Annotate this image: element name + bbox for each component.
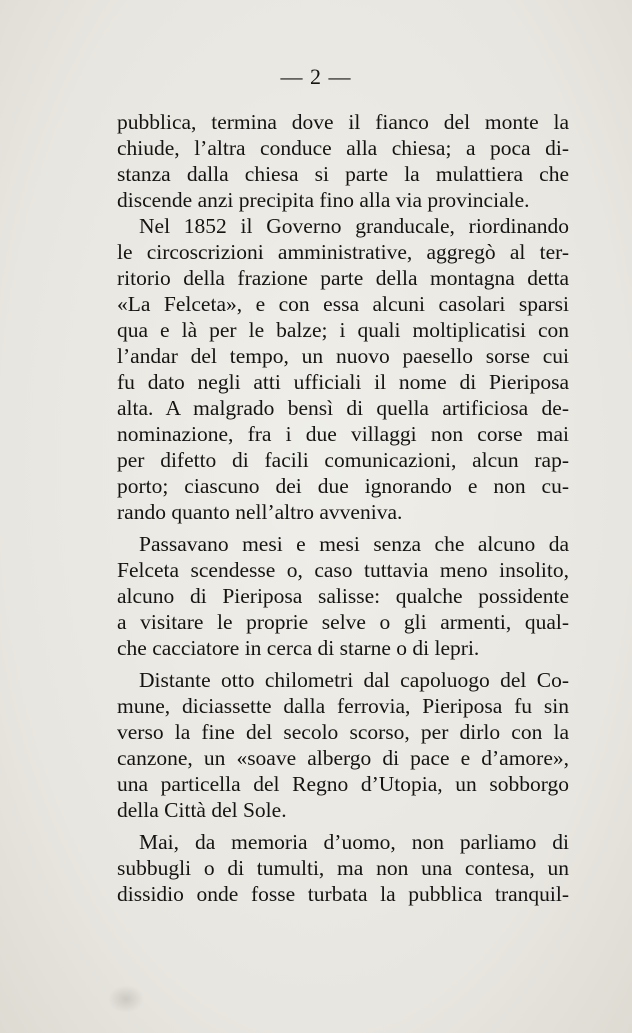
text-line: che cacciatore in cerca di starne o di lepri.	[117, 636, 480, 660]
text-line: discende anzi precipita fino alla via provinciale.	[117, 188, 530, 212]
text-line: Distante otto chilometri dal capoluogo del Co-	[139, 668, 569, 692]
text-line: alcuno di Pieriposa salisse: qualche possidente	[117, 584, 569, 608]
text-line: Nel 1852 il Governo granducale, riordinando	[139, 214, 569, 238]
text-line: mune, diciassette dalla ferrovia, Pieriposa fu sin	[117, 694, 569, 718]
paragraph-4	[117, 667, 569, 823]
text-line: Passavano mesi e mesi senza che alcuno da	[139, 532, 569, 556]
text-line: nominazione, fra i due villaggi non corse mai	[117, 422, 569, 446]
paragraph-5	[117, 829, 569, 907]
text-line: una particella del Regno d’Utopia, un sobborgo	[117, 772, 569, 796]
text-line: fu dato negli atti ufficiali il nome di Pieriposa	[117, 370, 569, 394]
text-line: verso la fine del secolo scorso, per dirlo con la	[117, 720, 569, 744]
text-line: rando quanto nell’altro avveniva.	[117, 500, 403, 524]
text-line: a visitare le proprie selve o gli armenti, qual-	[117, 610, 569, 634]
paragraph-1	[117, 109, 569, 213]
text-line: l’andar del tempo, un nuovo paesello sorse cui	[117, 344, 569, 368]
text-line: porto; ciascuno dei due ignorando e non cu-	[117, 474, 569, 498]
paragraph-2	[117, 213, 569, 525]
text-line: dissidio onde fosse turbata la pubblica tranquil-	[117, 882, 569, 906]
text-line: pubblica, termina dove il fianco del monte la	[117, 110, 569, 134]
text-line: qua e là per le balze; i quali moltiplicatisi con	[117, 318, 569, 342]
body-text	[117, 109, 569, 907]
text-line: Felceta scendesse o, caso tuttavia meno insolito,	[117, 558, 569, 582]
text-line: stanza dalla chiesa si parte la mulattiera che	[117, 162, 569, 186]
page-number: — 2 —	[280, 64, 352, 89]
text-line: canzone, un «soave albergo di pace e d’amore»,	[117, 746, 569, 770]
text-line: per difetto di facili comunicazioni, alcun rap-	[117, 448, 569, 472]
text-line: ritorio della frazione parte della montagna detta	[117, 266, 569, 290]
text-line: alta. A malgrado bensì di quella artificiosa de-	[117, 396, 569, 420]
paragraph-3	[117, 531, 569, 661]
text-line: «La Felceta», e con essa alcuni casolari sparsi	[117, 292, 569, 316]
paper-smudge	[108, 985, 144, 1013]
text-line: della Città del Sole.	[117, 798, 287, 822]
text-line: subbugli o di tumulti, ma non una contesa, un	[117, 856, 569, 880]
text-line: le circoscrizioni amministrative, aggregò al ter-	[117, 240, 569, 264]
text-line: chiude, l’altra conduce alla chiesa; a poca di-	[117, 136, 569, 160]
text-line: Mai, da memoria d’uomo, non parliamo di	[139, 830, 569, 854]
